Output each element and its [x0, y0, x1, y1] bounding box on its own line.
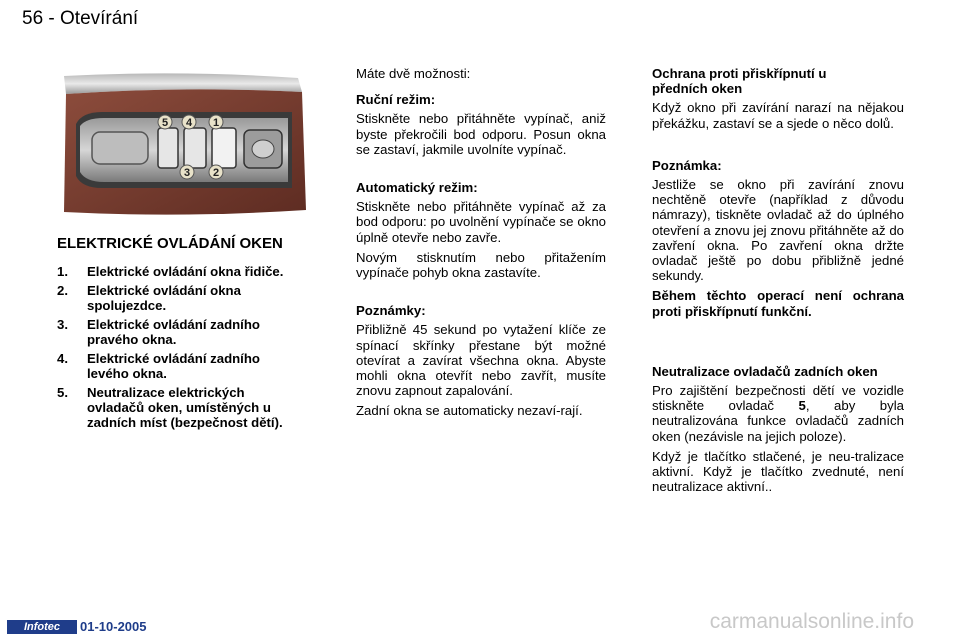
manual-mode-text: Stiskněte nebo přitáhněte vypínač, aniž byste překročili bod odporu. Posun okna se zastaví, jakmile uvolníte vypínač.	[356, 111, 606, 157]
notes-heading: Poznámky:	[356, 303, 426, 319]
page-title: Otevírání	[60, 8, 139, 29]
label-4: 4	[185, 117, 193, 129]
switch-number: 5	[798, 398, 806, 414]
switch-5	[158, 128, 178, 168]
note-warning: Během těchto operací není ochrana proti přiskřípnutí funkční.	[652, 288, 904, 319]
list-item: 4. Elektrické ovládání zadního levého okna.	[57, 351, 260, 381]
footer-date: 01-10-2005	[80, 619, 147, 634]
auto-mode-text: Stiskněte nebo přitáhněte vypínač až za bod odporu: po uvolnění vypínače se okno úplně otevře nebo zavře.	[356, 199, 606, 245]
window-switch-panel-photo	[62, 72, 308, 222]
neutralization-heading: Neutralizace ovladačů zadních oken	[652, 363, 878, 379]
watermark: carmanualsonline.info	[709, 610, 914, 633]
neutralization-text: Pro zajištění bezpečnosti dětí ve vozidle stiskněte ovladač 5, aby byla neutralizována funkce ovladačů zadních oken (nezávisle na jejich poloze).	[652, 383, 904, 444]
neutralization-text-2: Když je tlačítko stlačené, je neu-tralizace aktivní. Když je tlačítko zvednuté, není neutralizace aktivní..	[652, 448, 904, 495]
mirror-control	[92, 132, 148, 164]
pinch-protection-text: Když okno při zavírání narazí na nějakou překážku, zastaví se a sjede o něco dolů.	[652, 100, 904, 131]
column-left	[57, 236, 295, 434]
auto-mode-heading: Automatický režim:	[356, 180, 478, 196]
switch-1	[212, 128, 236, 168]
section-title: ELEKTRICKÉ OVLÁDÁNÍ OKEN	[57, 235, 283, 252]
notes-text-2: Zadní okna se automaticky nezaví-rají.	[356, 403, 583, 419]
note-heading: Poznámka:	[652, 157, 722, 173]
page-number: 56	[22, 8, 44, 29]
auto-mode-text-2: Novým stisknutím nebo přitažením vypínače pohyb okna zastavíte.	[356, 249, 606, 281]
page-header	[22, 8, 138, 30]
note-text: Jestliže se okno při zavírání znovu nechtěně otevře (například z důvodu námrazy), tiskněte ovladač až do úplného otevření a znovu jej znovu přitáhněte až do zavření okna. Po zavření okna držte ovladač ještě po dobu přibližně jedné sekundy.	[652, 177, 904, 284]
infotec-logo: Infotec	[7, 620, 77, 634]
column-right	[652, 66, 904, 499]
list-item: 2. Elektrické ovládání okna spolujezdce.	[57, 283, 241, 313]
column-middle	[356, 66, 606, 424]
list-item: 5. Neutralizace elektrických ovladačů oken, umístěných u zadních míst (bezpečnost dětí).	[57, 385, 283, 430]
notes-text: Přibližně 45 sekund po vytažení klíče ze spínací skřínky přestane být možné otevírat a zavírat všechna okna. Abyste mohli okna otevřít nebo zavřít, musíte znovu zapnout zapalování.	[356, 322, 606, 399]
switch-4	[184, 128, 206, 168]
label-5: 5	[161, 117, 169, 129]
list-item: 1. Elektrické ovládání okna řidiče.	[57, 264, 284, 279]
header-separator: -	[48, 8, 55, 29]
label-1: 1	[212, 117, 220, 129]
intro-text: Máte dvě možnosti:	[356, 66, 471, 81]
list-item: 3. Elektrické ovládání zadního pravého okna.	[57, 317, 260, 347]
pinch-protection-heading: Ochrana proti přiskřípnutí u předních oken	[652, 66, 827, 97]
label-3: 3	[183, 167, 191, 179]
controls-list	[57, 264, 295, 430]
manual-mode-heading: Ruční režim:	[356, 92, 436, 108]
label-2: 2	[212, 167, 220, 179]
